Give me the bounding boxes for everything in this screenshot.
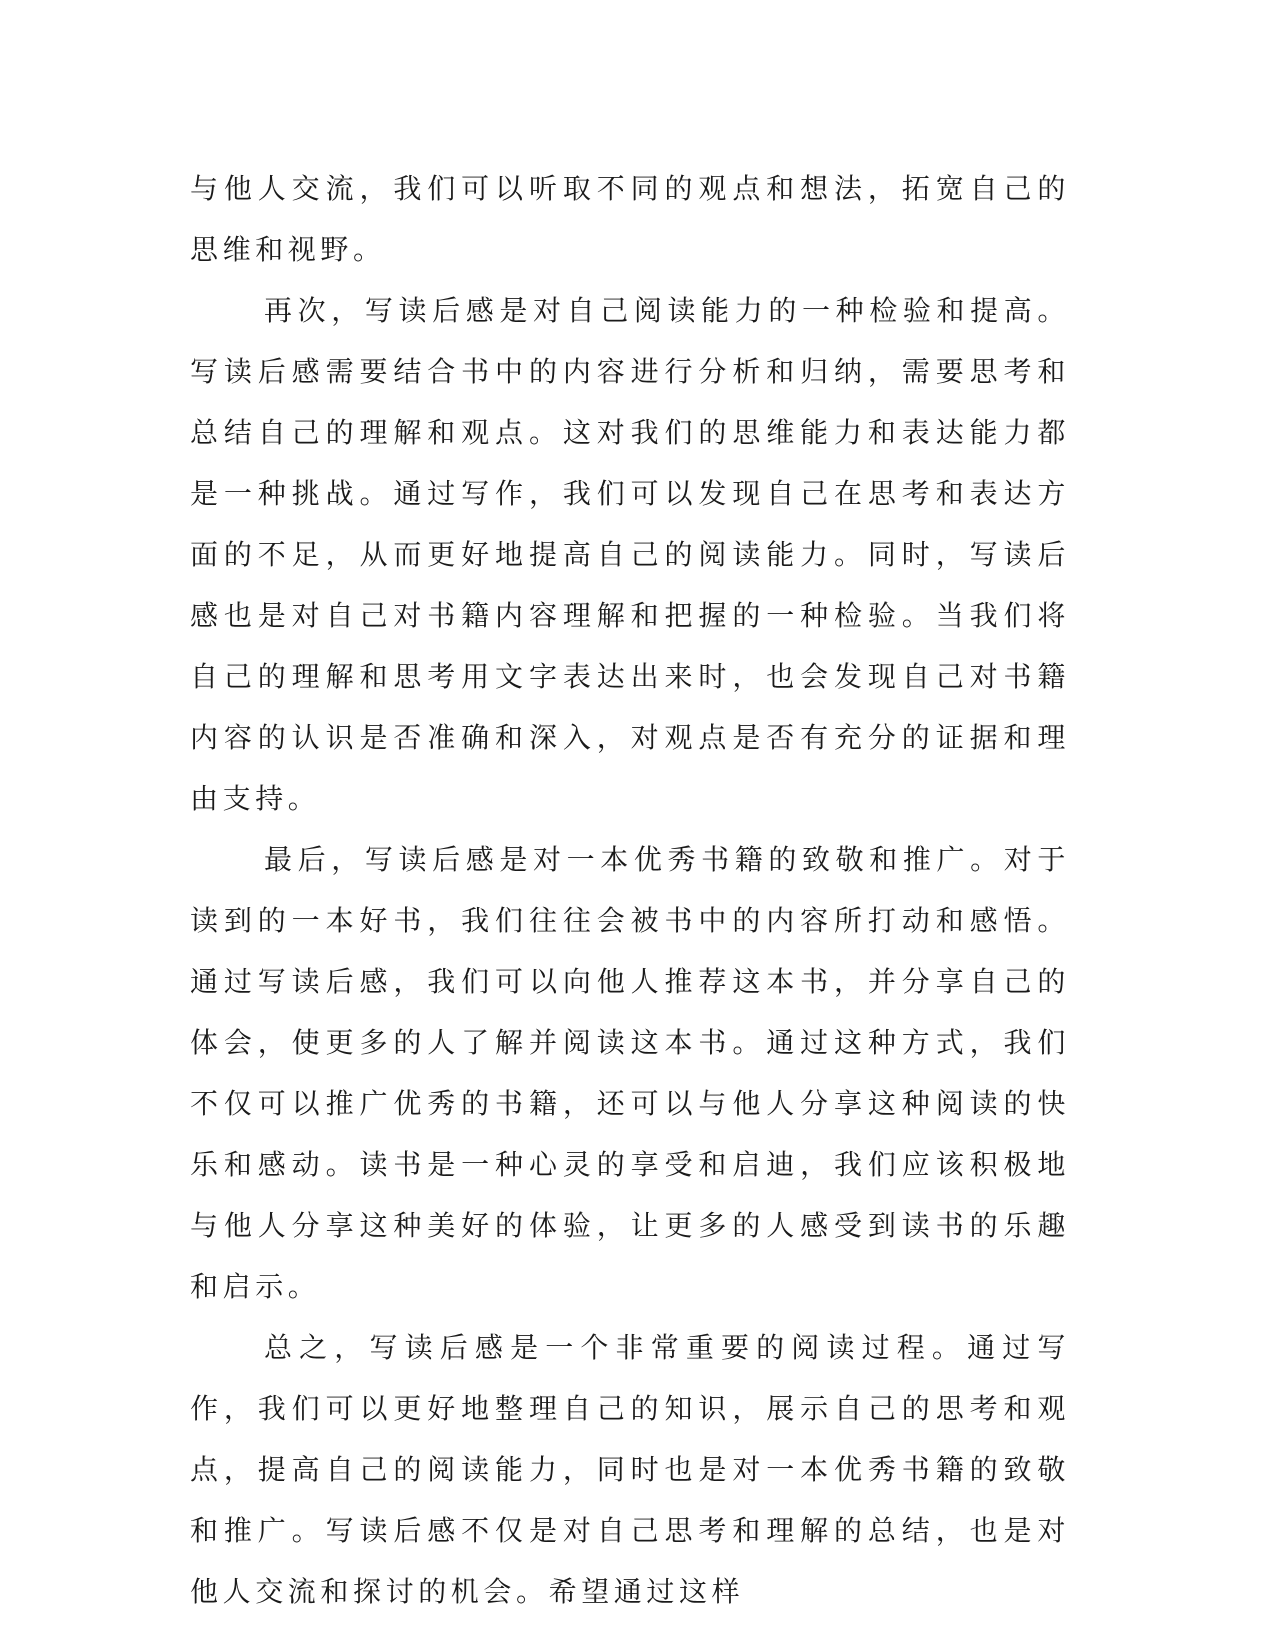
document-body bbox=[190, 158, 1070, 1622]
paragraph-3: 最后，写读后感是对一本优秀书籍的致敬和推广。对于读到的一本好书，我们往往会被书中的内容所打动和感悟。通过写读后感，我们可以向他人推荐这本书，并分享自己的体会，使更多的人了解并阅读这本书。通过这种方式，我们不仅可以推广优秀的书籍，还可以与他人分享这种阅读的快乐和感动。读书是一种心灵的享受和启迪，我们应该积极地与他人分享这种美好的体验，让更多的人感受到读书的乐趣和启示。 bbox=[190, 843, 1070, 1303]
paragraph-4: 总之，写读后感是一个非常重要的阅读过程。通过写作，我们可以更好地整理自己的知识，展示自己的思考和观点，提高自己的阅读能力，同时也是对一本优秀书籍的致敬和推广。写读后感不仅是对自己思考和理解的总结，也是对他人交流和探讨的机会。希望通过这样 bbox=[190, 1331, 1070, 1608]
paragraph-2: 再次，写读后感是对自己阅读能力的一种检验和提高。写读后感需要结合书中的内容进行分析和归纳，需要思考和总结自己的理解和观点。这对我们的思维能力和表达能力都是一种挑战。通过写作，我们可以发现自己在思考和表达方面的不足，从而更好地提高自己的阅读能力。同时，写读后感也是对自己对书籍内容理解和把握的一种检验。当我们将自己的理解和思考用文字表达出来时，也会发现自己对书籍内容的认识是否准确和深入，对观点是否有充分的证据和理由支持。 bbox=[190, 294, 1070, 815]
paragraph-1: 与他人交流，我们可以听取不同的观点和想法，拓宽自己的思维和视野。 bbox=[190, 172, 1070, 266]
